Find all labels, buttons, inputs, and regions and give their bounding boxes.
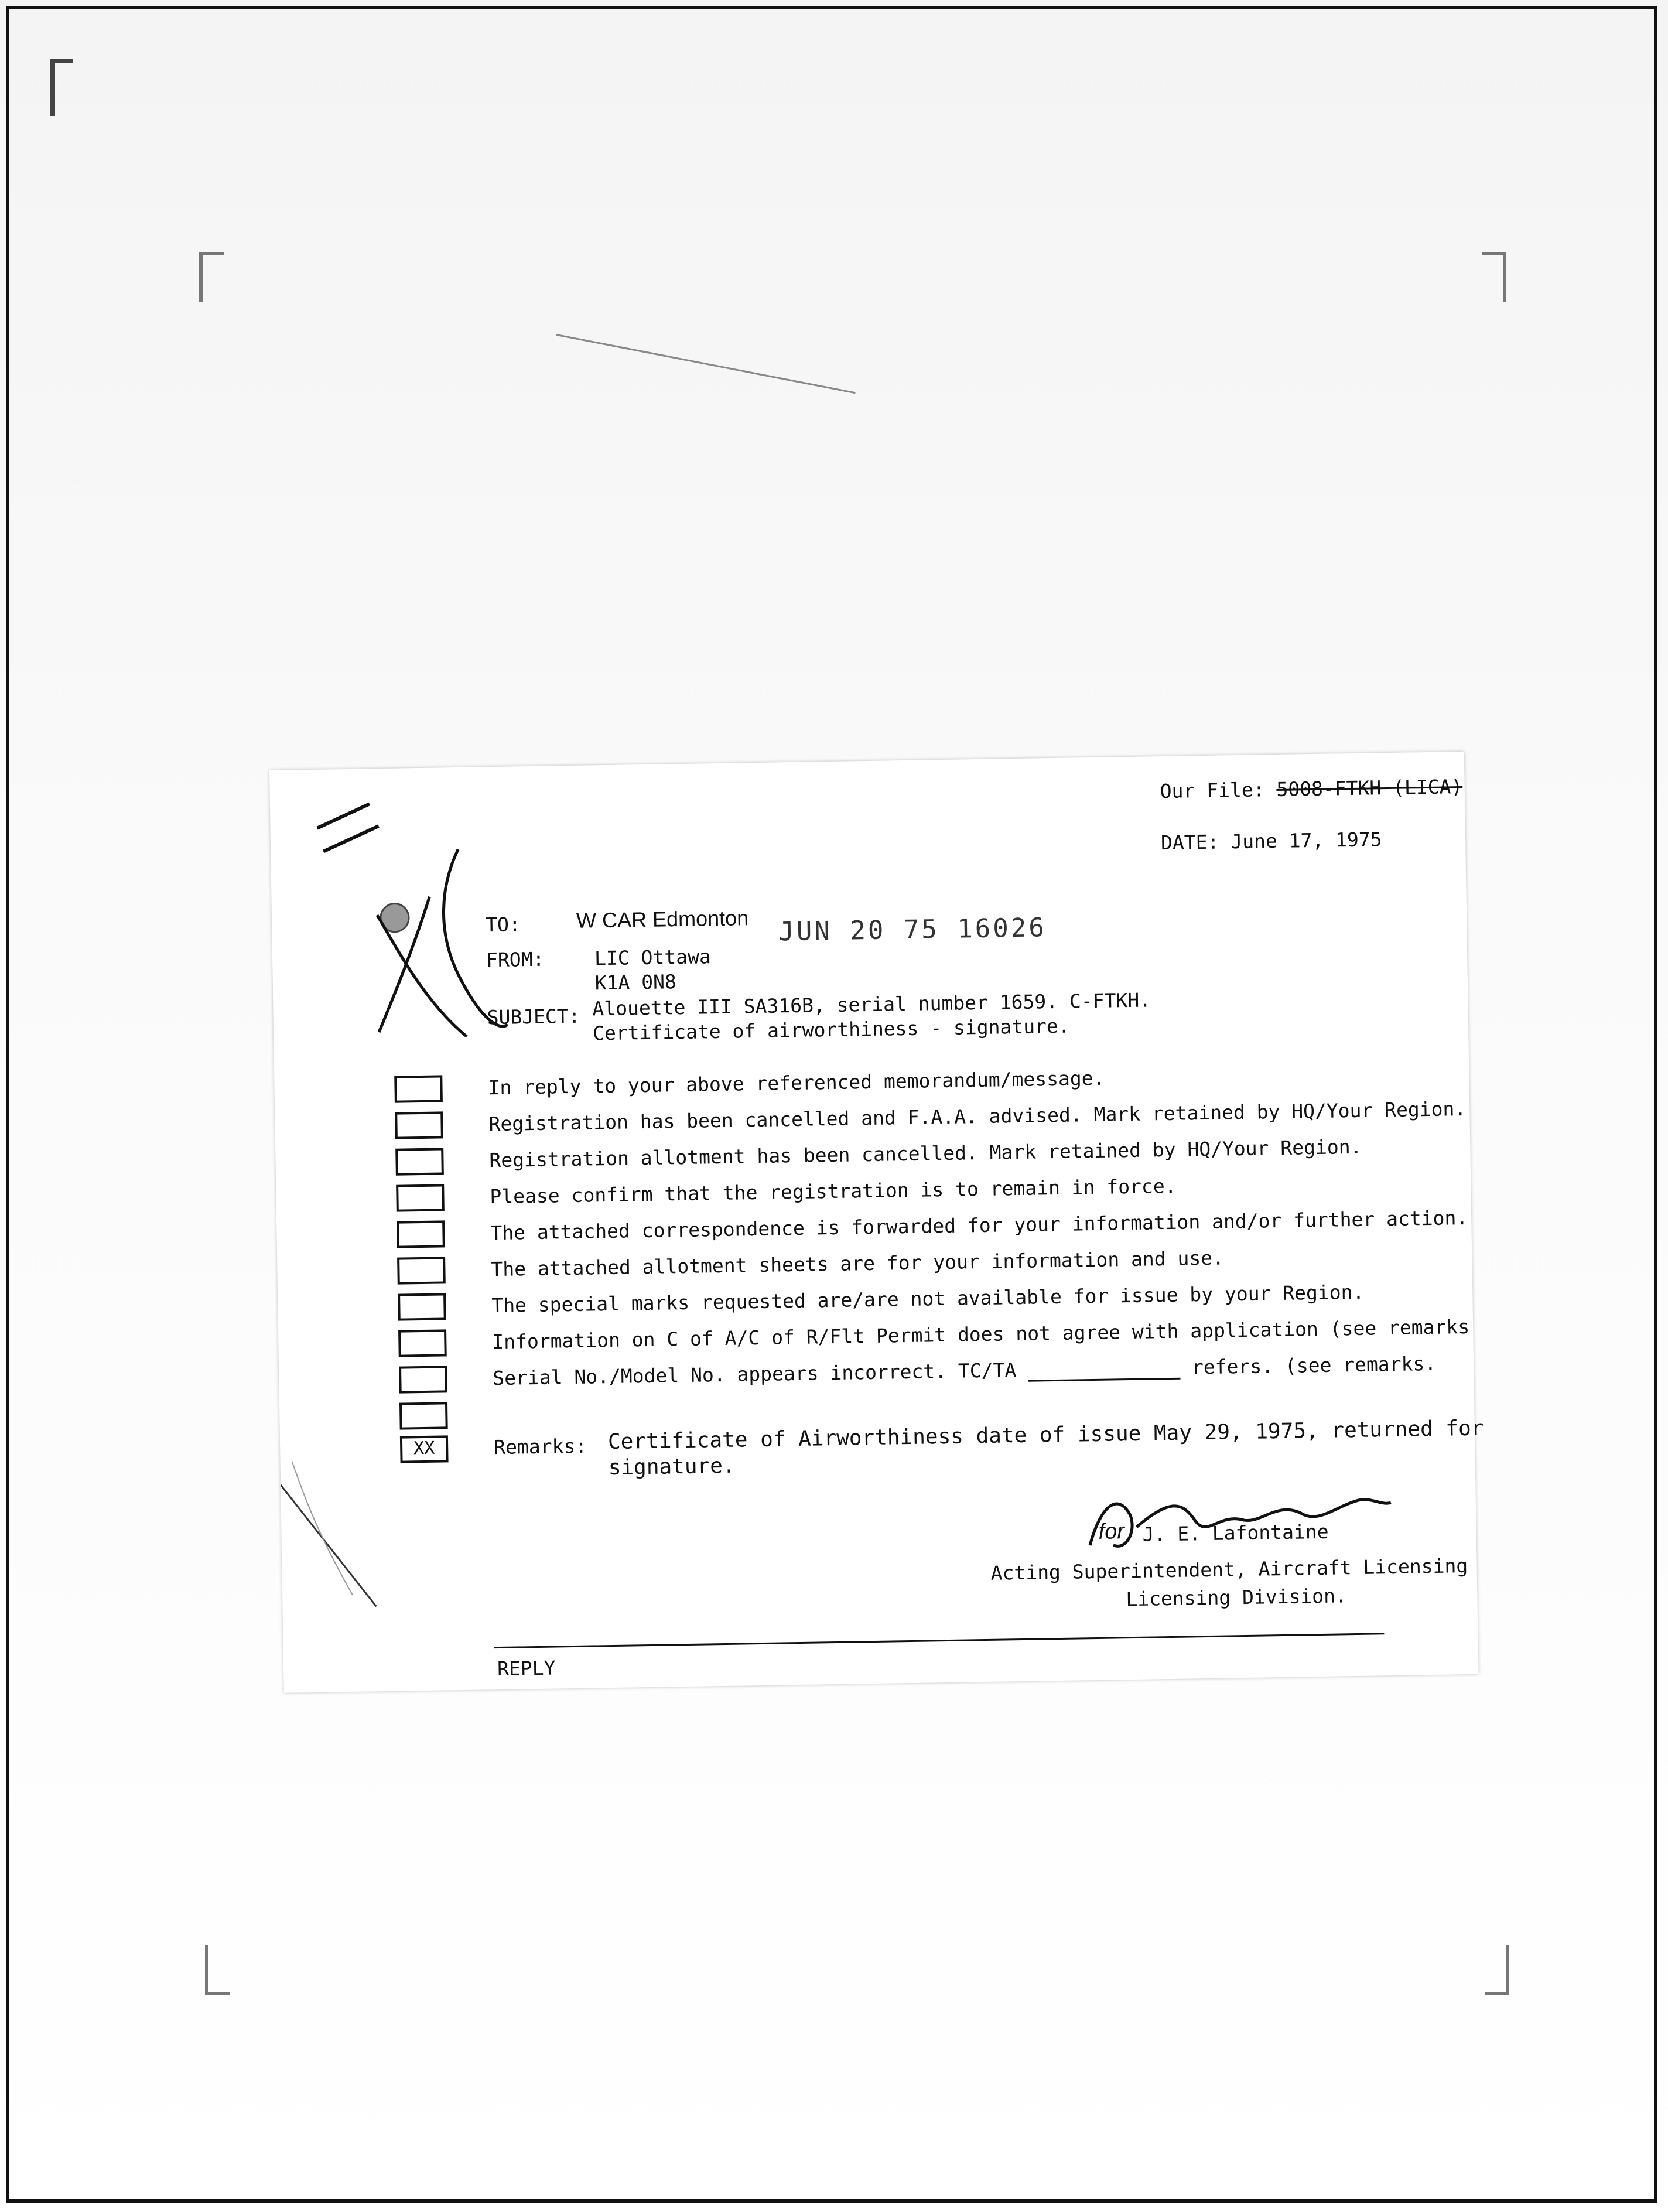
to-value: W CAR Edmonton	[576, 906, 749, 933]
signatory-title-2: Licensing Division.	[1126, 1584, 1348, 1611]
crop-mark-outer	[50, 59, 73, 116]
signatory-title-1: Acting Superintendent, Aircraft Licensing	[990, 1554, 1468, 1585]
checkbox-remarks-checked[interactable]: XX	[400, 1435, 449, 1463]
checkbox-2[interactable]	[395, 1111, 443, 1139]
checkbox-10[interactable]	[399, 1402, 448, 1429]
signature-prefix: for	[1098, 1519, 1125, 1544]
our-file-line	[1160, 775, 1462, 803]
date-label: DATE:	[1160, 830, 1219, 855]
checkbox-8[interactable]	[398, 1329, 447, 1357]
to-label: TO:	[485, 913, 521, 937]
from-line-1: LIC Ottawa	[594, 945, 712, 970]
subject-line-1: Alouette III SA316B, serial number 1659. C-FTKH.	[592, 988, 1151, 1020]
folded-corner	[281, 1459, 412, 1613]
checkbox-7[interactable]	[398, 1293, 446, 1320]
remarks-label: Remarks:	[493, 1434, 587, 1459]
checkbox-6[interactable]	[397, 1257, 446, 1284]
memo-card	[269, 752, 1484, 1693]
signatory-name: J. E. Lafontaine	[1142, 1520, 1329, 1546]
checklist-item-2: Registration has been cancelled and F.A.A. advised. Mark retained by HQ/Your Region.	[488, 1097, 1467, 1136]
checkbox-3[interactable]	[395, 1148, 444, 1175]
date-value: June 17, 1975	[1231, 828, 1382, 854]
our-file-label: Our File:	[1160, 778, 1265, 803]
from-line-2: K1A 0N8	[594, 970, 677, 995]
checklist-item-6: The attached allotment sheets are for your information and use.	[491, 1246, 1225, 1281]
remarks-line-1: Certificate of Airworthiness date of issue May 29, 1975, returned for	[607, 1416, 1484, 1455]
checkbox-4[interactable]	[396, 1184, 445, 1211]
crop-mark-bottom-right	[1485, 1945, 1509, 1995]
checkbox-5[interactable]	[397, 1220, 445, 1248]
crop-mark-top-right	[1482, 252, 1506, 302]
received-stamp: JUN 20 75 16026	[778, 913, 1047, 947]
checklist-item-7: The special marks requested are/are not available for issue by your Region.	[491, 1280, 1365, 1317]
checklist-item-serial	[493, 1352, 1436, 1390]
checklist-item-5: The attached correspondence is forwarded for your information and/or further action.	[490, 1206, 1468, 1245]
our-file-value: 5008-FTKH (LICA)	[1276, 775, 1463, 801]
crop-mark-top-left	[199, 252, 224, 302]
crop-mark-bottom-left	[205, 1945, 230, 1995]
checkbox-9[interactable]	[399, 1366, 447, 1393]
from-label: FROM:	[486, 947, 545, 972]
checklist-item-4: Please confirm that the registration is to remain in force.	[490, 1174, 1177, 1209]
checklist-item-8: Information on C of A/C of R/Flt Permit does not agree with application (see remarks	[492, 1315, 1470, 1354]
checklist-item-1: In reply to your above referenced memorandum/message.	[488, 1066, 1105, 1100]
subject-label: SUBJECT:	[487, 1004, 580, 1029]
date-line	[1161, 828, 1382, 855]
reply-divider	[494, 1633, 1385, 1648]
subject-line-2: Certificate of airworthiness - signature.	[592, 1014, 1070, 1045]
serial-line-before: Serial No./Model No. appears incorrect. TC/TA	[493, 1358, 1017, 1390]
handwritten-strokes	[305, 779, 508, 1039]
reply-label: REPLY	[497, 1656, 556, 1681]
remarks-line-2: signature.	[608, 1453, 736, 1480]
checklist-item-3: Registration allotment has been cancelled. Mark retained by HQ/Your Region.	[489, 1135, 1362, 1172]
serial-line-after: refers. (see remarks.	[1191, 1351, 1437, 1379]
checkbox-1[interactable]	[394, 1075, 443, 1102]
tc-ta-blank[interactable]	[1028, 1361, 1180, 1382]
